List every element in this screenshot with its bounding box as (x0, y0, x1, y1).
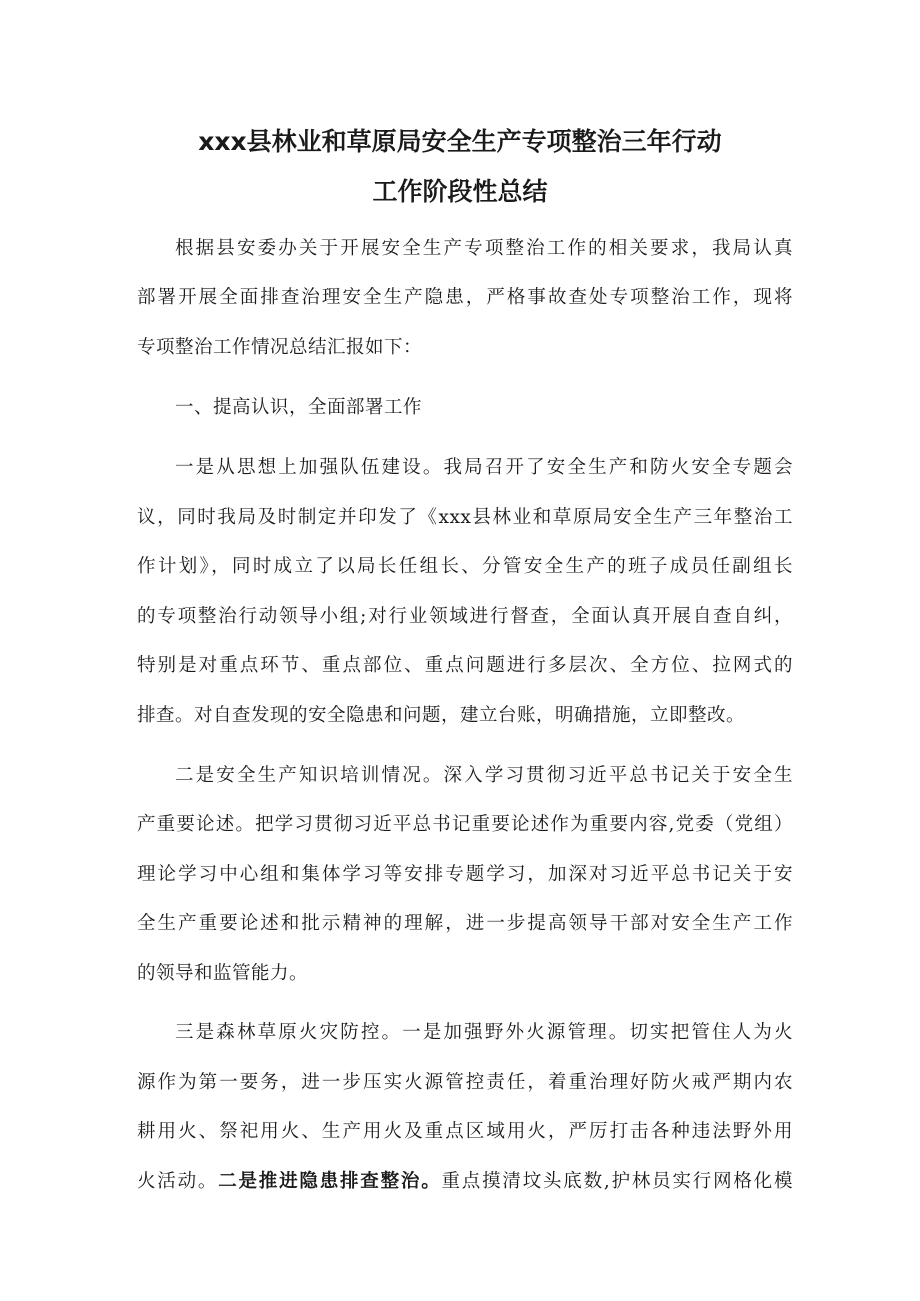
para3-line-3: 耕用火、祭祀用火、生产用火及重点区域用火，严厉打击各种违法野外用 (137, 1121, 793, 1142)
para1-line-3: 作计划》，同时成立了以局长任组长、分管安全生产的班子成员任副组长 (137, 556, 793, 577)
para1-line-2: 议，同时我局及时制定并印发了《xxx县林业和草原局安全生产三年整治工 (137, 507, 793, 528)
para2-line-3: 理论学习中心组和集体学习等安排专题学习，加深对习近平总书记关于安 (137, 864, 793, 885)
para2-line-1: 二是安全生产知识培训情况。深入学习贯彻习近平总书记关于安全生 (175, 765, 793, 786)
para2-line-2: 产重要论述。把学习贯彻习近平总书记重要论述作为重要内容,党委（党组） (137, 814, 793, 835)
para2-line-5: 的领导和监管能力。 (137, 963, 309, 984)
para3-line-1: 三是森林草原火灾防控。一是加强野外火源管理。切实把管住人为火 (175, 1022, 793, 1043)
para3-line-4-text-b: 重点摸清坟头底数,护林员实行网格化模 (441, 1171, 793, 1192)
para1-line-4: 的专项整治行动领导小组;对行业领域进行督查，全面认真开展自查自纠， (137, 606, 793, 627)
para1-line-6: 排查。对自查发现的安全隐患和问题，建立台账，明确措施，立即整改。 (137, 705, 746, 726)
intro-line-1: 根据县安委办关于开展安全生产专项整治工作的相关要求，我局认真 (175, 238, 793, 259)
para3-line-2: 源作为第一要务，进一步压实火源管控责任，着重治理好防火戒严期内农 (137, 1072, 793, 1093)
para2-line-4: 全生产重要论述和批示精神的理解，进一步提高领导干部对安全生产工作 (137, 913, 793, 934)
para3-line-4-text-a: 火活动。 (137, 1171, 219, 1192)
para3-line-4 (137, 1168, 793, 1196)
intro-line-3: 专项整治工作情况总结汇报如下： (137, 337, 423, 358)
intro-line-2: 部署开展全面排查治理安全生产隐患，严格事故查处专项整治工作，现将 (137, 287, 793, 308)
para1-line-1: 一是从思想上加强队伍建设。我局召开了安全生产和防火安全专题会 (175, 457, 793, 478)
para3-line-4-bold-text: 二是推进隐患排查整治。 (218, 1171, 442, 1192)
document-title-line-2: 工作阶段性总结 (372, 177, 548, 206)
section-heading: 一、提高认识，全面部署工作 (175, 397, 423, 418)
document-title-line-1: xxx县林业和草原局安全生产专项整治三年行动 (198, 127, 722, 156)
para1-line-5: 特别是对重点环节、重点部位、重点问题进行多层次、全方位、拉网式的 (137, 655, 793, 676)
